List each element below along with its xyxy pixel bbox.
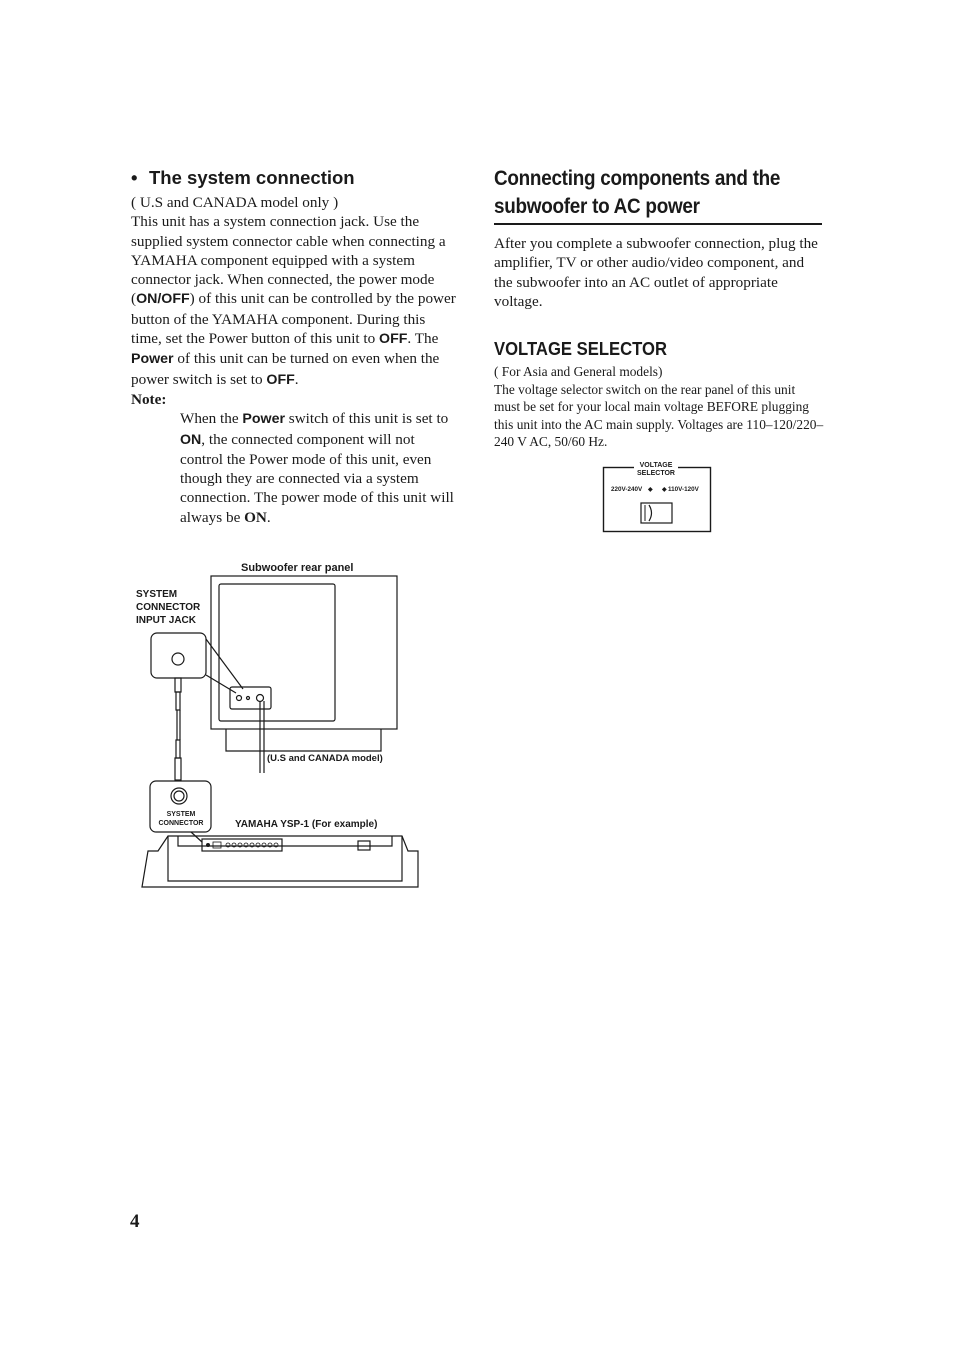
ysp-inner-frame [168,836,402,881]
connector-label-line1: SYSTEM [166,811,196,818]
small-jack-icon [237,696,242,701]
selector-switch [641,503,672,523]
keyword-slash: / [157,291,162,308]
jack-label-line3: INPUT JACK [136,615,197,626]
cable-plug-bottom [175,758,181,780]
keyword-on-serif: ON [244,508,267,526]
text-run: ) of this unit can be controlled by the power button of the YAMAHA component. During this time, set the Power button of this unit to [131,290,456,348]
cable-plug-top [175,678,181,692]
heading-text: The system connection [149,167,355,188]
ysp-label: YAMAHA YSP-1 (For example) [235,819,378,830]
keyword-off: OFF [379,331,408,348]
connector-label-line2: CONNECTOR [158,820,204,827]
keyword-off: OFF [266,371,295,388]
switch-lever-icon [649,505,652,521]
system-connection-body [131,193,457,527]
page-number: 4 [130,1211,140,1232]
text-run: . [266,508,271,526]
ysp-body-outline [142,836,418,887]
model-note: ( U.S and CANADA model only ) [131,194,339,211]
keyword-power: Power [131,351,174,368]
subwoofer-rear-panel-label: Subwoofer rear panel [241,562,354,574]
system-jack-icon [257,695,264,702]
text-run: of this unit can be turned on even when the power switch is set to [131,350,440,388]
connecting-heading [494,165,789,221]
selector-label-line1: VOLTAGE [639,462,673,469]
subwoofer-inner-panel [219,584,335,721]
zoom-jack-icon [172,653,184,665]
jack-zoom-callout [151,633,206,678]
keyword-on: ON [136,291,158,308]
keyword-on: ON [180,431,202,448]
connecting-heading-line2: subwoofer to AC power [494,195,700,218]
connector-pointer-line [191,832,202,842]
voltage-model-note: ( For Asia and General models) [494,364,663,379]
system-connection-diagram [130,555,425,895]
model-label: (U.S and CANADA model) [267,753,383,764]
small-dot-icon [247,697,250,700]
connecting-heading-line1: Connecting components and the [494,167,781,190]
selector-left-value: 220V-240V [611,486,643,493]
ysp-port-icon [213,842,221,848]
cable-plug-lower-neck [176,740,180,758]
text-run: . [294,370,299,388]
right-marker-icon: ◆ [662,487,667,493]
voltage-selector-diagram [600,462,714,536]
note-label: Note: [131,390,167,408]
connector-inner-icon [174,791,184,801]
cable-plug-neck [176,692,180,710]
left-marker-icon: ◆ [648,487,653,493]
subwoofer-body [211,576,397,729]
jack-label-line1: SYSTEM [136,589,178,600]
text-run: When the [180,410,243,428]
keyword-off: OFF [161,291,190,308]
text-run: , the connected component will not control the Power mode of this unit, even though they are connected via a system connection. The power mode of this unit will always be [180,430,454,526]
text-run: . The [407,330,439,348]
keyword-power: Power [242,411,285,428]
jack-label-line2: CONNECTOR [136,602,201,613]
selector-right-value: 110V-120V [668,486,699,493]
ysp-port-icon [206,843,210,847]
connecting-body: After you complete a subwoofer connection, plug the amplifier, TV or other audio/video component, and the subwoofer into an AC outlet of appropriate voltage. [494,235,818,310]
subwoofer-base [226,729,381,751]
system-connection-heading [131,167,355,189]
text-run: This unit has a system connection jack. Use the supplied system connector cable when connecting a YAMAHA component equipped with a system connector jack. When connected, the power mode ( [131,213,446,308]
system-connection-paragraph [131,212,457,390]
voltage-paragraph: The voltage selector switch on the rear panel of this unit must be set for your local main voltage BEFORE plugging this unit into the AC main supply. Voltages are 110–120/220–240 V AC, 50/60 Hz. [494,381,824,450]
heading-bullet: • [131,167,138,188]
voltage-selector-body [494,363,824,451]
text-run: switch of this unit is set to [285,410,449,428]
selector-label-line2: SELECTOR [637,470,675,477]
voltage-selector-heading: VOLTAGE SELECTOR [494,338,667,359]
heading-rule [494,223,822,225]
note-body [180,409,457,527]
